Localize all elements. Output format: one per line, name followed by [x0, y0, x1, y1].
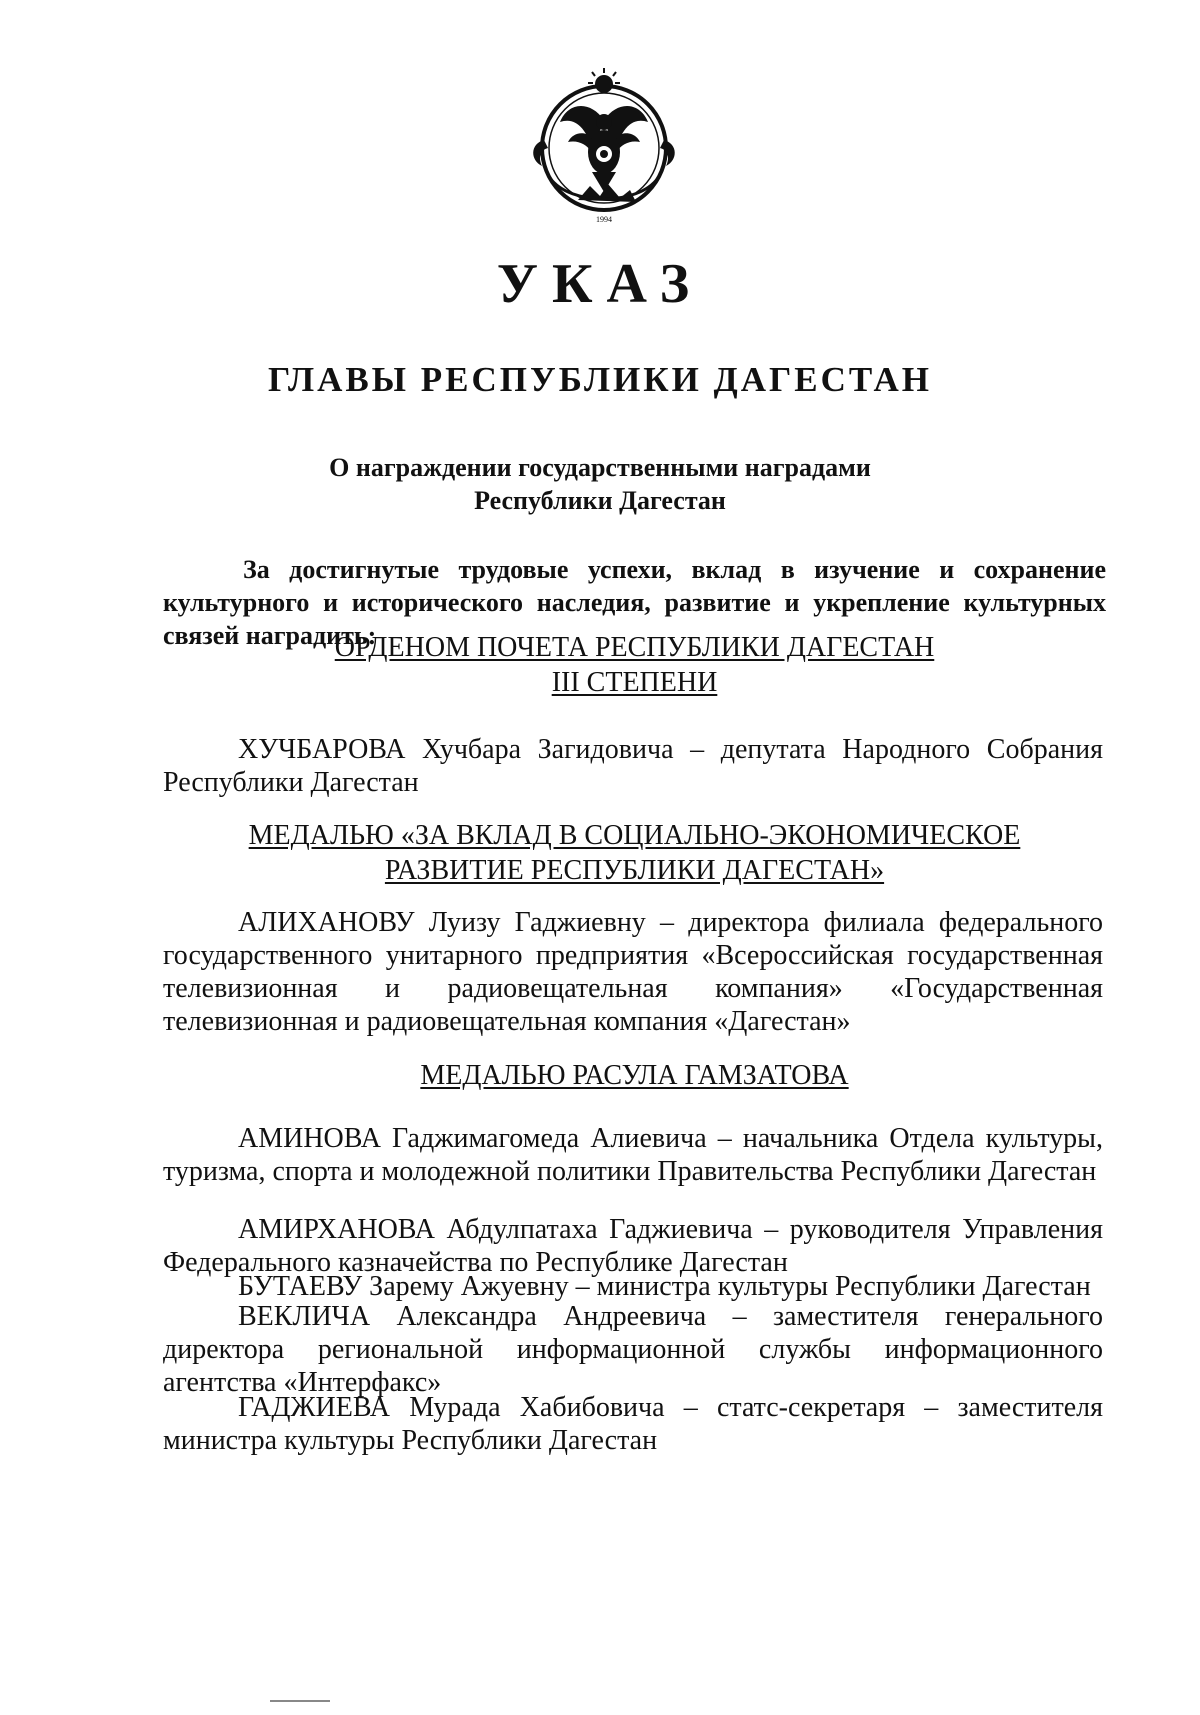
document-type-title: УКАЗ — [496, 253, 704, 315]
subject-line: О награждении государственными наградами — [329, 453, 871, 482]
award-recipient: ХУЧБАРОВА Хучбара Загидовича – депутата Народного Собрания Республики Дагестан — [163, 734, 1103, 798]
award-heading — [163, 818, 1106, 888]
document-subject — [0, 451, 1200, 517]
subject-line: Республики Дагестан — [474, 486, 726, 515]
award-recipient: БУТАЕВУ Зарему Ажуевну – министра культуры Республики Дагестан — [238, 1271, 1091, 1302]
award-heading-line: МЕДАЛЬЮ «ЗА ВКЛАД В СОЦИАЛЬНО-ЭКОНОМИЧЕСКОЕ — [248, 820, 1021, 851]
award-recipient: АЛИХАНОВУ Луизу Гаджиевну – директора филиала федерального государственного унитарного предприятия «Всероссийская государственная телевизионная и радиовещательная компания» «Государственная телевизионная и радиовещательная компания «Дагестан» — [163, 907, 1103, 1037]
award-heading — [163, 1058, 1106, 1093]
award-heading-line: III СТЕПЕНИ — [551, 667, 718, 698]
preamble-text: За достигнутые трудовые успехи, вклад в изучение и сохранение культурного и исторического наследия, развитие и укрепление культурных связей наградить: — [163, 555, 1106, 650]
award-recipient: ВЕКЛИЧА Александра Андреевича – заместителя генерального директора региональной информационной службы информационного агентства «Интерфакс» — [163, 1301, 1103, 1398]
award-heading-line: МЕДАЛЬЮ РАСУЛА ГАМЗАТОВА — [420, 1060, 849, 1091]
award-recipient: АМИНОВА Гаджимагомеда Алиевича – начальника Отдела культуры, туризма, спорта и молодежной политики Правительства Республики Дагестан — [163, 1123, 1103, 1187]
award-recipient: АМИРХАНОВА Абдулпатаха Гаджиевича – руководителя Управления Федерального казначейства по Республике Дагестан — [163, 1214, 1103, 1278]
award-heading — [163, 630, 1106, 700]
award-recipient: ГАДЖИЕВА Мурада Хабибовича – статс-секретаря – заместителя министра культуры Республики Дагестан — [163, 1392, 1103, 1456]
document-issuer: ГЛАВЫ РЕСПУБЛИКИ ДАГЕСТАН — [268, 360, 932, 399]
scan-artifact-line — [270, 1700, 330, 1702]
award-heading-line: РАЗВИТИЕ РЕСПУБЛИКИ ДАГЕСТАН» — [384, 855, 885, 886]
dagestan-coat-of-arms-eagle-icon — [520, 60, 688, 228]
award-heading-line: ОРДЕНОМ ПОЧЕТА РЕСПУБЛИКИ ДАГЕСТАН — [334, 632, 935, 663]
svg-text:1994: 1994 — [596, 215, 612, 224]
